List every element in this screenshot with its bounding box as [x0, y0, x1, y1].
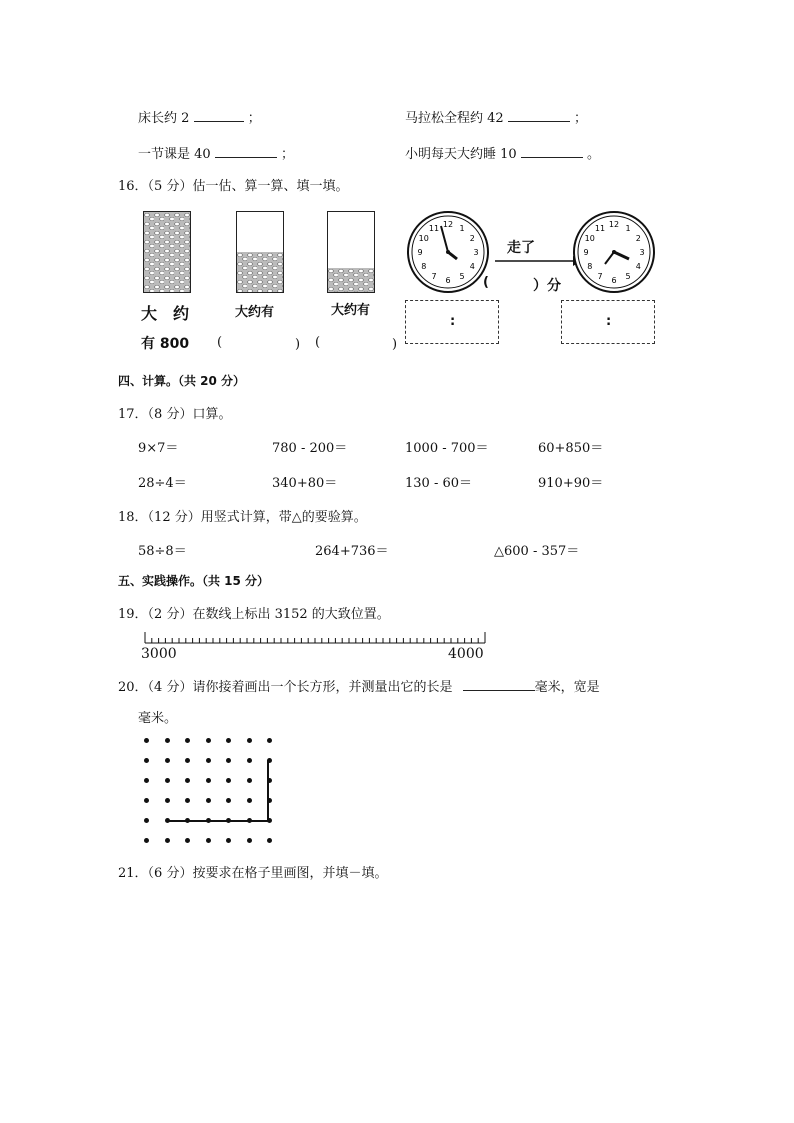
unit-sleep-blank[interactable] — [521, 146, 583, 158]
clock-numeral: 5 — [459, 272, 465, 282]
clock-numeral: 6 — [445, 276, 451, 285]
q17-r2-4: 910+90＝ — [538, 476, 604, 491]
q20-line1 — [118, 676, 600, 695]
clock-numeral: 2 — [635, 234, 641, 243]
q20-mid: 毫米，宽是 — [534, 680, 600, 695]
clock-numeral: 12 — [442, 220, 454, 229]
unit-bed-end: ； — [247, 111, 261, 126]
clock-numeral: 11 — [428, 223, 440, 233]
number-line-start: 3000 — [141, 646, 177, 662]
unit-bed-label: 床长约 2 — [138, 111, 190, 126]
clock-end-icon — [571, 209, 657, 295]
q17-r1-3: 1000 - 700＝ — [405, 441, 489, 456]
jar-full — [143, 211, 191, 293]
unit-marathon-end: ； — [573, 111, 587, 126]
clock-numeral: 6 — [611, 276, 617, 285]
number-line[interactable] — [140, 628, 490, 650]
clock-numeral: 4 — [469, 262, 475, 271]
clock-numeral: 8 — [587, 262, 593, 271]
clock-numeral: 12 — [608, 220, 620, 229]
unit-sleep — [405, 143, 600, 162]
clock-numeral: 3 — [639, 248, 645, 257]
clock-numeral: 11 — [594, 223, 606, 233]
clock-numeral: 7 — [597, 272, 603, 282]
time-end-box[interactable] — [561, 300, 655, 344]
jar2-label: 大约有 — [235, 305, 275, 320]
unit-bed — [138, 107, 261, 126]
unit-marathon — [405, 107, 587, 126]
jar-partial-2 — [327, 211, 375, 293]
q20-line2: 毫米。 — [138, 711, 178, 726]
clock-numeral: 1 — [625, 223, 631, 233]
unit-class-blank[interactable] — [215, 146, 277, 158]
clock-numeral: 2 — [469, 234, 475, 243]
section4-title: 四、计算。（共 20 分） — [118, 374, 246, 388]
clock-numeral: 9 — [417, 248, 423, 257]
time-end-colon: : — [606, 314, 612, 329]
jar3-label: 大约有 — [331, 303, 371, 318]
q17-r2-3: 130 - 60＝ — [405, 476, 473, 491]
arrow-label: 走了 — [507, 240, 535, 256]
q19-title: 19．（2 分）在数线上标出 3152 的大致位置。 — [118, 607, 390, 622]
arrow-right-icon — [495, 255, 581, 267]
clock-numeral: 4 — [635, 262, 641, 271]
minutes-close: ）分 — [533, 278, 561, 294]
clock-numeral: 10 — [418, 234, 429, 243]
unit-marathon-label: 马拉松全程约 42 — [405, 111, 504, 126]
unit-class — [138, 143, 294, 162]
q17-title: 17．（8 分）口算。 — [118, 407, 232, 422]
q21-title: 21．（6 分）按要求在格子里画图，并填－填。 — [118, 866, 388, 881]
clock-numeral: 10 — [584, 234, 595, 243]
q20-length-blank[interactable] — [463, 679, 535, 691]
q20-title: 20．（4 分）请你接着画出一个长方形，并测量出它的长是 — [118, 680, 453, 695]
number-line-end: 4000 — [448, 646, 484, 662]
clock-numeral: 8 — [421, 262, 427, 271]
clock-numeral: 5 — [625, 272, 631, 282]
clock-numeral: 7 — [431, 272, 437, 282]
clock-numeral: 1 — [459, 223, 465, 233]
minutes-slot[interactable] — [495, 275, 533, 291]
unit-marathon-blank[interactable] — [508, 110, 570, 122]
clock-start-icon — [405, 209, 491, 295]
q18-item-3: △600 - 357＝ — [494, 544, 580, 559]
jar3-answer-slot[interactable] — [325, 335, 389, 351]
time-start-colon: : — [450, 314, 456, 329]
unit-sleep-label: 小明每天大约睡 10 — [405, 147, 517, 162]
unit-class-label: 一节课是 40 — [138, 147, 211, 162]
partial-rectangle — [140, 735, 275, 850]
jar3-answer-open: ( — [315, 335, 321, 350]
clock-numeral: 3 — [473, 248, 479, 257]
q16-figure — [135, 205, 665, 355]
q17-r2-2: 340+80＝ — [272, 476, 338, 491]
q17-r1-2: 780 - 200＝ — [272, 441, 348, 456]
time-start-box[interactable] — [405, 300, 499, 344]
unit-bed-blank[interactable] — [194, 110, 244, 122]
jar3-answer-close: ) — [392, 337, 398, 352]
section5-title: 五、实践操作。（共 15 分） — [118, 574, 270, 588]
jar2-answer-open: ( — [217, 335, 223, 350]
q18-title: 18．（12 分）用竖式计算，带△的要验算。 — [118, 510, 367, 525]
clock-numeral: 9 — [583, 248, 589, 257]
unit-class-end: ； — [280, 147, 294, 162]
unit-sleep-end: 。 — [586, 147, 600, 162]
dot-grid[interactable] — [140, 735, 275, 850]
q17-r1-4: 60+850＝ — [538, 441, 604, 456]
q18-item-1: 58÷8＝ — [138, 544, 187, 559]
minutes-open: ( — [483, 275, 489, 290]
jar1-label-line2: 有 800 — [141, 336, 190, 352]
jar2-answer-close: ) — [295, 337, 301, 352]
q17-r2-1: 28÷4＝ — [138, 476, 187, 491]
q16-title: 16．（5 分）估一估、算一算、填一填。 — [118, 179, 349, 194]
jar2-answer-slot[interactable] — [227, 335, 291, 351]
jar1-label-line1: 大 约 — [141, 304, 190, 323]
q18-item-2: 264+736＝ — [315, 544, 389, 559]
q17-r1-1: 9×7＝ — [138, 441, 179, 456]
jar-partial-1 — [236, 211, 284, 293]
